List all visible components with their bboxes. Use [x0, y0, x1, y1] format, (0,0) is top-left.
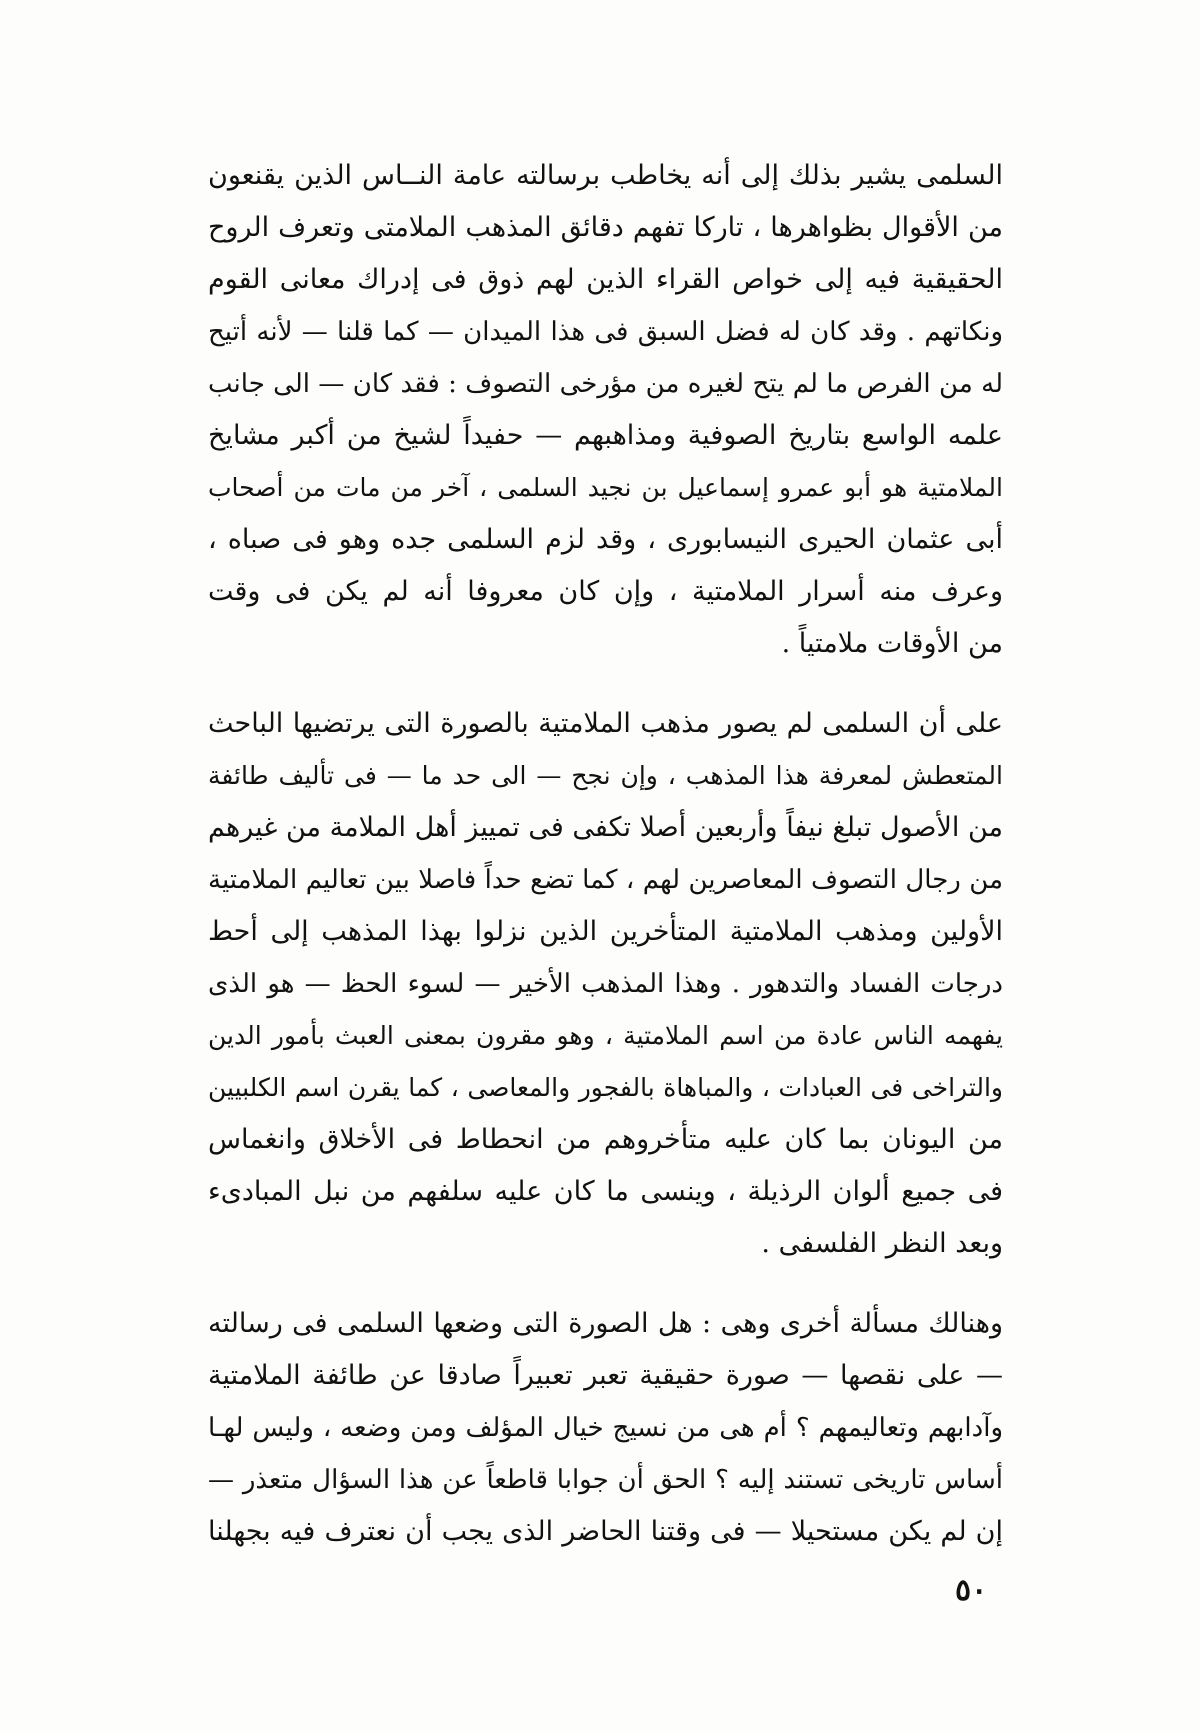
text-line: السلمى يشير بذلك إلى أنه يخاطب برسالته عامة النــاس الذين يقنعون	[208, 160, 1003, 191]
text-line: يفهمه الناس عادة من اسم الملامتية ، وهو مقرون بمعنى العبث بأمور الدين	[208, 1021, 1003, 1050]
text-line: على أن السلمى لم يصور مذهب الملامتية بالصورة التى يرتضيها الباحث	[208, 708, 1003, 739]
text-line: — على نقصها — صورة حقيقية تعبر تعبيراً صادقا عن طائفة الملامتية	[208, 1360, 1003, 1391]
text-line: له من الفرص ما لم يتح لغيره من مؤرخى التصوف : فقد كان — الى جانب	[208, 369, 1003, 399]
text-line: الأولين ومذهب الملامتية المتأخرين الذين نزلوا بهذا المذهب إلى أحط	[208, 916, 1003, 947]
text-line: فى جميع ألوان الرذيلة ، وينسى ما كان عليه سلفهم من نبل المبادىء	[208, 1176, 1003, 1207]
text-line: وعرف منه أسرار الملامتية ، وإن كان معروفا أنه لم يكن فى وقت	[208, 576, 1003, 607]
text-line: الملامتية هو أبو عمرو إسماعيل بن نجيد السلمى ، آخر من مات من أصحاب	[208, 473, 1003, 502]
paragraph-3	[208, 1298, 1003, 1558]
text-line: من رجال التصوف المعاصرين لهم ، كما تضع حداً فاصلا بين تعاليم الملامتية	[208, 865, 1003, 895]
paragraph-1	[208, 150, 1003, 670]
paragraph-gap	[208, 1270, 1003, 1298]
text-line: أساس تاريخى تستند إليه ؟ الحق أن جوابا قاطعاً عن هذا السؤال متعذر —	[208, 1465, 1003, 1495]
text-line: إن لم يكن مستحيلا — فى وقتنا الحاضر الذى يجب أن نعترف فيه بجهلنا	[208, 1516, 1003, 1547]
body-text	[208, 150, 1003, 1558]
text-line: وبعد النظر الفلسفى .	[761, 1228, 1003, 1259]
paragraph-gap	[208, 670, 1003, 698]
page-number: ٥٠	[955, 1573, 988, 1608]
text-line: من الأصول تبلغ نيفاً وأربعين أصلا تكفى فى تمييز أهل الملامة من غيرهم	[208, 812, 1003, 843]
text-line: ونكاتهم . وقد كان له فضل السبق فى هذا الميدان — كما قلنا — لأنه أتيح	[208, 317, 1003, 347]
text-line: من الأوقات ملامتياً .	[781, 628, 1003, 659]
text-line: وهنالك مسألة أخرى وهى : هل الصورة التى وضعها السلمى فى رسالته	[208, 1308, 1003, 1339]
text-line: والتراخى فى العبادات ، والمباهاة بالفجور والمعاصى ، كما يقرن اسم الكلبيين	[208, 1073, 1003, 1102]
text-line: علمه الواسع بتاريخ الصوفية ومذاهبهم — حفيداً لشيخ من أكبر مشايخ	[208, 420, 1003, 451]
text-line: من الأقوال بظواهرها ، تاركا تفهم دقائق المذهب الملامتى وتعرف الروح	[208, 212, 1003, 243]
paragraph-2	[208, 698, 1003, 1270]
text-line: الحقيقية فيه إلى خواص القراء الذين لهم ذوق فى إدراك معانى القوم	[208, 264, 1003, 295]
text-line: من اليونان بما كان عليه متأخروهم من انحطاط فى الأخلاق وانغماس	[208, 1124, 1003, 1155]
text-line: المتعطش لمعرفة هذا المذهب ، وإن نجح — الى حد ما — فى تأليف طائفة	[208, 761, 1003, 790]
text-line: درجات الفساد والتدهور . وهذا المذهب الأخير — لسوء الحظ — هو الذى	[208, 969, 1003, 999]
text-line: وآدابهم وتعاليمهم ؟ أم هى من نسيج خيال المؤلف ومن وضعه ، وليس لهـا	[208, 1413, 1003, 1443]
text-line: أبى عثمان الحيرى النيسابورى ، وقد لزم السلمى جده وهو فى صباه ،	[208, 524, 1003, 555]
